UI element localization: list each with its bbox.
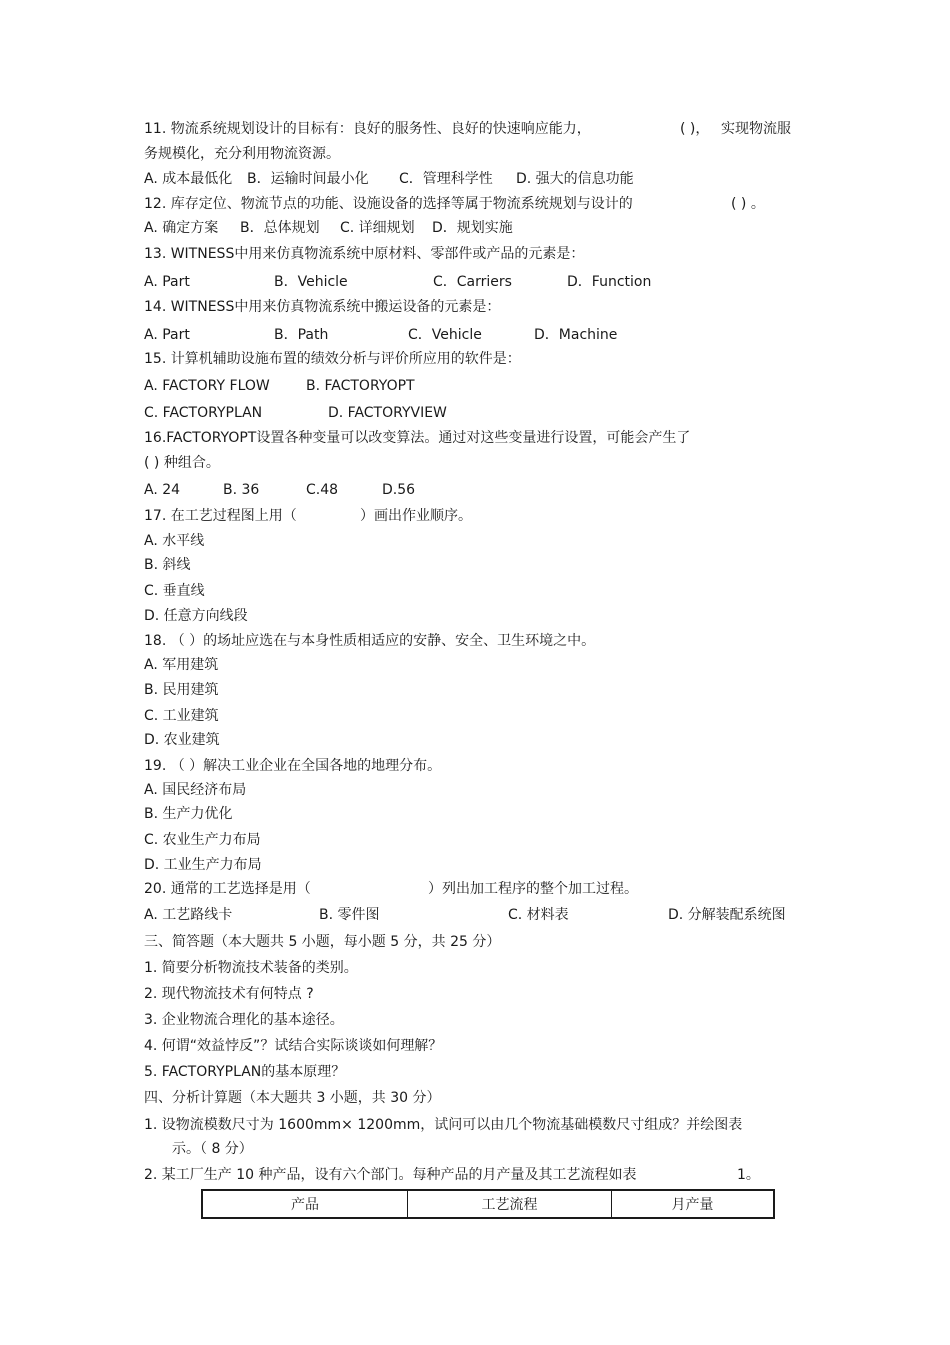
q12-stem: 12. 库存定位、物流节点的功能、设施设备的选择等属于物流系统规划与设计的 [144,196,633,212]
section3-item-5: 5. FACTORYPLAN的基本原理？ [144,1064,346,1080]
q16-option-d: D.56 [382,482,416,498]
section4-heading: 四、分析计算题（本大题共 3 小题，共 30 分） [144,1090,441,1106]
q14-option-c: C．Vehicle [408,327,482,343]
q16-option-c: C.48 [306,482,339,498]
section4-item-1: 1. 设物流模数尺寸为 1600mm× 1200mm，试问可以由几个物流基础模数尺寸组成？并绘图表 [144,1117,743,1133]
table-header-product: 产品 [202,1190,408,1218]
q15-option-b: B. FACTORYOPT [306,378,415,394]
q13-option-c: C．Carriers [433,274,512,290]
q16-stem: 16.FACTORYOPT设置各种变量可以改变算法。通过对这些变量进行设置，可能会产生了 [144,430,691,446]
table-header-row [202,1190,774,1218]
q12-blank: ( ) 。 [731,196,765,212]
q20-option-b: B. 零件图 [319,907,380,923]
section3-heading: 三、简答题（本大题共 5 小题，每小题 5 分，共 25 分） [144,934,501,950]
q11-option-c: C．管理科学性 [399,171,493,187]
q15-option-d: D. FACTORYVIEW [328,405,447,421]
q12-option-b: B．总体规划 [240,220,320,236]
q18-option-c: C. 工业建筑 [144,708,219,724]
q20-option-a: A. 工艺路线卡 [144,907,233,923]
section4-item-2: 2. 某工厂生产 10 种产品，设有六个部门。每种产品的月产量及其工艺流程如表 [144,1167,637,1183]
q20-stem-tail: ）列出加工程序的整个加工过程。 [428,881,638,897]
q12-option-d: D．规划实施 [432,220,513,236]
q13-stem: 13. WITNESS中用来仿真物流系统中原材料、零部件或产品的元素是： [144,246,585,262]
q20-stem: 20. 通常的工艺选择是用（ [144,881,311,897]
q20-option-d: D. 分解装配系统图 [668,907,786,923]
q11-option-a: A. 成本最低化 [144,171,233,187]
section4-item-2-table-ref: 1。 [737,1167,760,1183]
q15-option-c: C. FACTORYPLAN [144,405,263,421]
q19-option-c: C. 农业生产力布局 [144,832,261,848]
table-header-monthly-output: 月产量 [612,1190,775,1218]
q11-stem-cont: 务规模化，充分利用物流资源。 [144,146,340,162]
q18-option-a: A. 军用建筑 [144,657,219,673]
table-header-process: 工艺流程 [408,1190,612,1218]
q17-option-a: A. 水平线 [144,533,205,549]
q20-option-c: C. 材料表 [508,907,569,923]
q16-stem-cont: ( ) 种组合。 [144,455,220,471]
q16-option-a: A. 24 [144,482,181,498]
section3-item-1: 1. 简要分析物流技术装备的类别。 [144,960,358,976]
section3-item-3: 3. 企业物流合理化的基本途径。 [144,1012,344,1028]
q19-stem: 19. （ ）解决工业企业在全国各地的地理分布。 [144,758,442,774]
q14-option-d: D．Machine [534,327,618,343]
q13-option-b: B．Vehicle [274,274,348,290]
q15-stem: 15. 计算机辅助设施布置的绩效分析与评价所应用的软件是： [144,351,521,367]
q17-stem-tail: ）画出作业顺序。 [360,508,472,524]
q16-option-b: B. 36 [223,482,260,498]
q15-option-a: A. FACTORY FLOW [144,378,270,394]
q13-option-a: A. Part [144,274,190,290]
q14-option-a: A. Part [144,327,190,343]
q18-option-d: D. 农业建筑 [144,732,220,748]
q17-option-b: B. 斜线 [144,557,191,573]
product-process-table [201,1189,775,1219]
section4-item-1-cont: 示。（ 8 分） [172,1141,253,1157]
q17-option-d: D. 任意方向线段 [144,608,248,624]
q14-option-b: B．Path [274,327,329,343]
q19-option-d: D. 工业生产力布局 [144,857,262,873]
q17-stem: 17. 在工艺过程图上用（ [144,508,297,524]
q11-option-d: D. 强大的信息功能 [516,171,634,187]
q18-option-b: B. 民用建筑 [144,682,219,698]
section3-item-2: 2. 现代物流技术有何特点 ? [144,986,314,1002]
section3-item-4: 4. 何谓“效益悖反”？试结合实际谈谈如何理解？ [144,1038,443,1054]
q11-option-b: B．运输时间最小化 [247,171,369,187]
q11-stem-tail: 实现物流服 [721,121,791,137]
q19-option-b: B. 生产力优化 [144,806,233,822]
q12-option-a: A. 确定方案 [144,220,219,236]
q11-blank: ( )， [680,121,710,137]
q19-option-a: A. 国民经济布局 [144,782,247,798]
q13-option-d: D．Function [567,274,652,290]
q11-stem: 11. 物流系统规划设计的目标有：良好的服务性、良好的快速响应能力， [144,121,591,137]
q18-stem: 18. （ ）的场址应选在与本身性质相适应的安静、安全、卫生环境之中。 [144,633,596,649]
q14-stem: 14. WITNESS中用来仿真物流系统中搬运设备的元素是： [144,299,501,315]
q17-option-c: C. 垂直线 [144,583,205,599]
q12-option-c: C. 详细规划 [340,220,415,236]
